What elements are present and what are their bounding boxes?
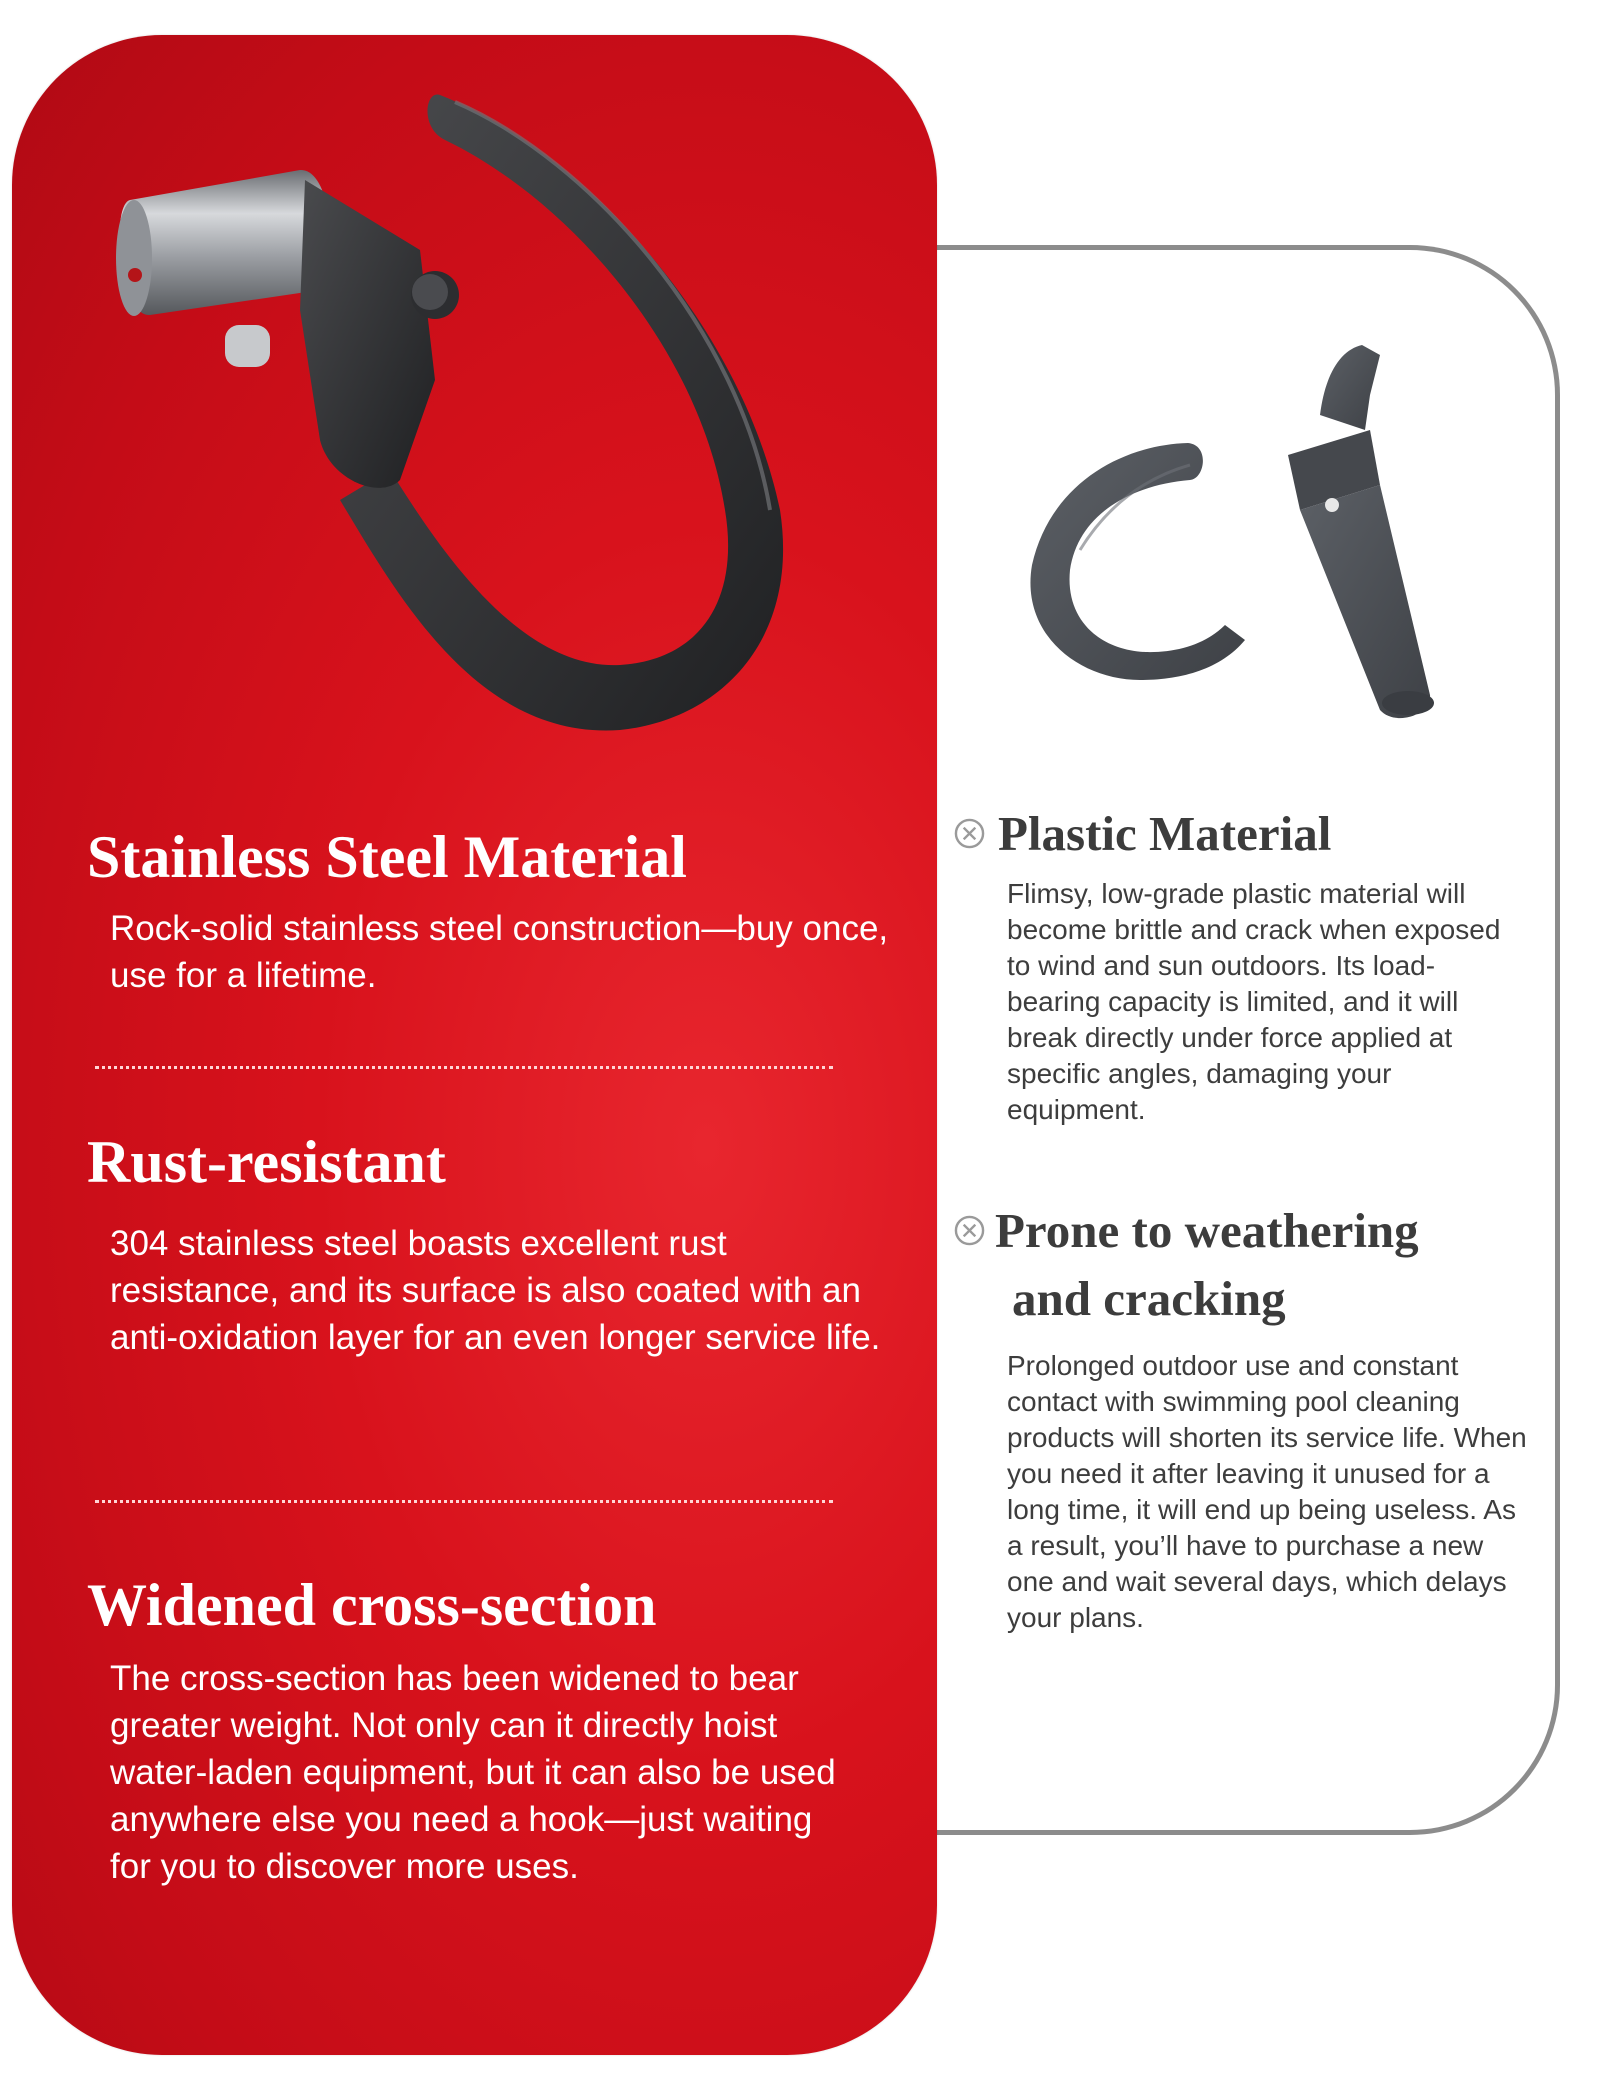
plastic-material-text: Flimsy, low-grade plastic material will become brittle and crack when exposed to wind and sun outdoors. Its load-bearing capacity is limited, and it will break directly under force applied at specific angles, damaging your equipment. [1007,878,1501,1125]
steel-material-title: Stainless Steel Material [87,824,687,890]
stainless-hook-image [100,80,820,780]
rust-resistant-title: Rust-resistant [87,1129,446,1195]
weathering-text: Prolonged outdoor use and constant contact with swimming pool cleaning products will shorten its service life. When you need it after leaving it unused for a long time, it will end up being useless. As a result, you’ll have to purchase a new one and wait several days, which delays your plans. [1007,1350,1527,1633]
weathering-title-line2: and cracking [1012,1271,1286,1326]
section-divider [95,1066,833,1069]
widened-cross-section-text: The cross-section has been widened to bear greater weight. Not only can it directly hoist water-laden equipment, but it can also be used anywhere else you need a hook—just waiting for you to discover more uses. [110,1659,836,1886]
rust-resistant-text: 304 stainless steel boasts excellent rust resistance, and its surface is also coated with an anti-oxidation layer for an even longer service life. [110,1224,881,1357]
circle-x-icon [954,818,985,849]
widened-cross-section-title: Widened cross-section [87,1572,657,1638]
weathering-title-line1: Prone to weathering [995,1203,1419,1258]
plastic-hook-image [1020,335,1480,735]
plastic-material-title: Plastic Material [998,806,1332,861]
circle-x-icon [954,1215,985,1246]
steel-material-text: Rock-solid stainless steel construction—buy once, use for a lifetime. [110,909,889,995]
section-divider [95,1500,833,1503]
